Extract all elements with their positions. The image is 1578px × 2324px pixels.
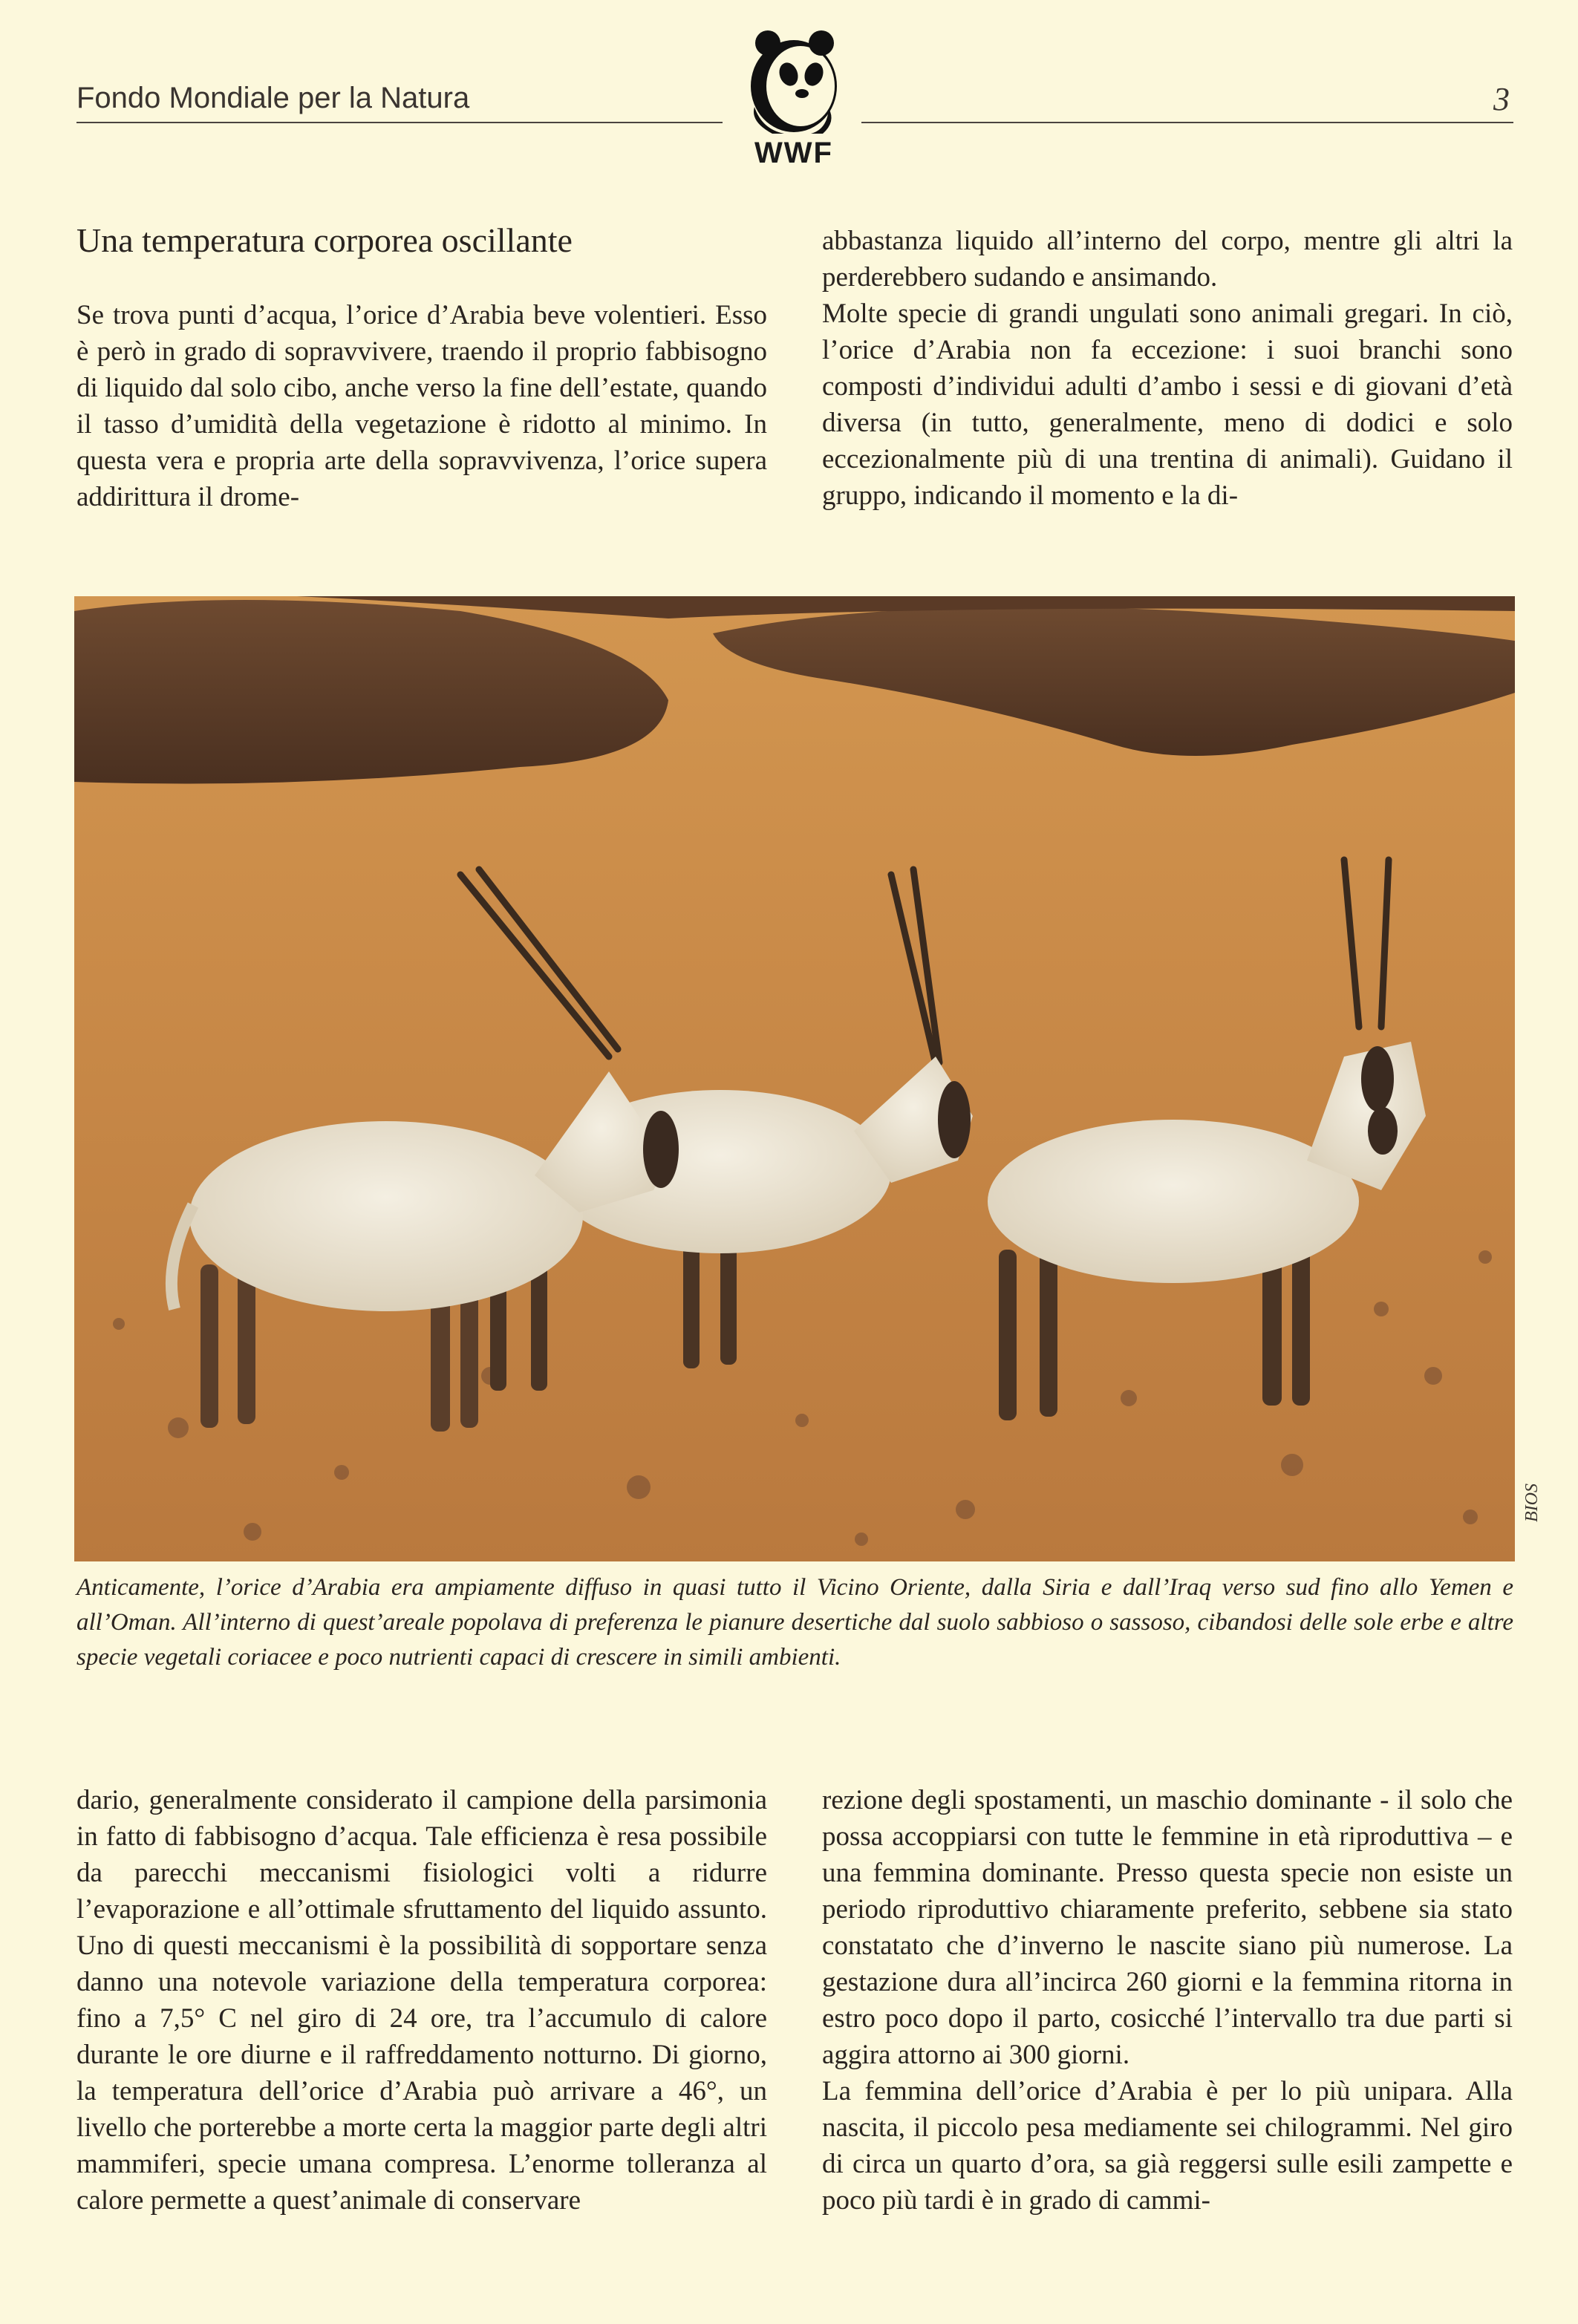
- paragraph: La femmina dell’orice d’Arabia è per lo più unipara. Alla nascita, il piccolo pesa mediamente sei chilogrammi. Nel giro di circa un quarto d’ora, sa già reggersi sulle esili zampette e poco più tardi è in grado di cammi-: [822, 2076, 1513, 2216]
- paragraph: Molte specie di grandi ungulati sono animali gregari. In ciò, l’orice d’Arabia non fa eccezione: i suoi branchi sono composti d’individui adulti d’ambo i sessi e di giovani d’età diversa (in tutto, generalmente, meno di dodici e solo eccezionalmente più di una trentina di animali). Guidano il gruppo, indicando il momento e la di-: [822, 298, 1513, 511]
- panda-icon: [740, 25, 848, 137]
- paragraph: rezione degli spostamenti, un maschio dominante - il solo che possa accoppiarsi con tutte le femmine in età riproduttiva – e una femmina dominante. Presso questa specie non esiste un periodo riproduttivo chiaramente preferito, sebbene sia stato constatato che d’inverno le nascite siano più numerose. La gestazione dura all’incirca 260 giorni e la femmina ritorna in estro poco dopo il parto, cosicché l’intervallo tra due parti si aggira attorno ai 300 giorni.: [822, 1785, 1513, 2070]
- text-column-4: [822, 1782, 1513, 2219]
- header-rule-left: [76, 122, 723, 123]
- photo-caption: Anticamente, l’orice d’Arabia era ampiamente diffuso in quasi tutto il Vicino Oriente, dalla Siria e dall’Iraq verso sud fino allo Yemen e all’Oman. All’interno di quest’areale popolava di preferenza le pianure desertiche dal suolo sabbioso o sassoso, cibandosi delle sole erbe e altre specie vegetali coriacee e poco nutrienti capaci di crescere in simili ambienti.: [76, 1574, 1513, 1671]
- paragraph: dario, generalmente considerato il campione della parsimonia in fatto di fabbisogno d’acqua. Tale efficienza è resa possibile da parecchi meccanismi fisiologici volti a ridurre l’evaporazione e all’ottimale sfruttamento del liquido assunto. Uno di questi meccanismi è la possibilità di sopportare senza danno una notevole variazione della temperatura corporea: fino a 7,5° C nel giro di 24 ore, tra l’accumulo di calore durante le ore diurne e il raffreddamento notturno. Di giorno, la temperatura dell’orice d’Arabia può arrivare a 46°, un livello che porterebbe a morte certa la maggior parte degli altri mammiferi, specie umana compresa. L’enorme tolleranza al calore permette a quest’animale di conservare: [76, 1785, 767, 2216]
- paragraph: abbastanza liquido all’interno del corpo, mentre gli altri la perderebbero sudando e ansimando.: [822, 226, 1513, 293]
- header-rule-right: [861, 122, 1513, 123]
- logo-wordmark: WWF: [754, 137, 833, 169]
- page-number: 3: [1493, 81, 1510, 117]
- paragraph: Se trova punti d’acqua, l’orice d’Arabia beve volentieri. Esso è però in grado di sopravvivere, traendo il proprio fabbisogno di liquido dal solo cibo, anche verso la fine dell’estate, quando il tasso d’umidità della vegetazione è ridotto al minimo. In questa vera e propria arte della sopravvivenza, l’orice supera addirittura il drome-: [76, 300, 767, 512]
- text-column-3: [76, 1782, 767, 2219]
- wwf-logo: [740, 25, 848, 174]
- text-column-1: [76, 297, 767, 515]
- photo-credit: BIOS: [1522, 1483, 1542, 1522]
- running-header: Fondo Mondiale per la Natura: [76, 82, 470, 114]
- section-heading: Una temperatura corporea oscillante: [76, 221, 573, 259]
- oryx-photo: [74, 596, 1515, 1561]
- text-column-2: [822, 223, 1513, 514]
